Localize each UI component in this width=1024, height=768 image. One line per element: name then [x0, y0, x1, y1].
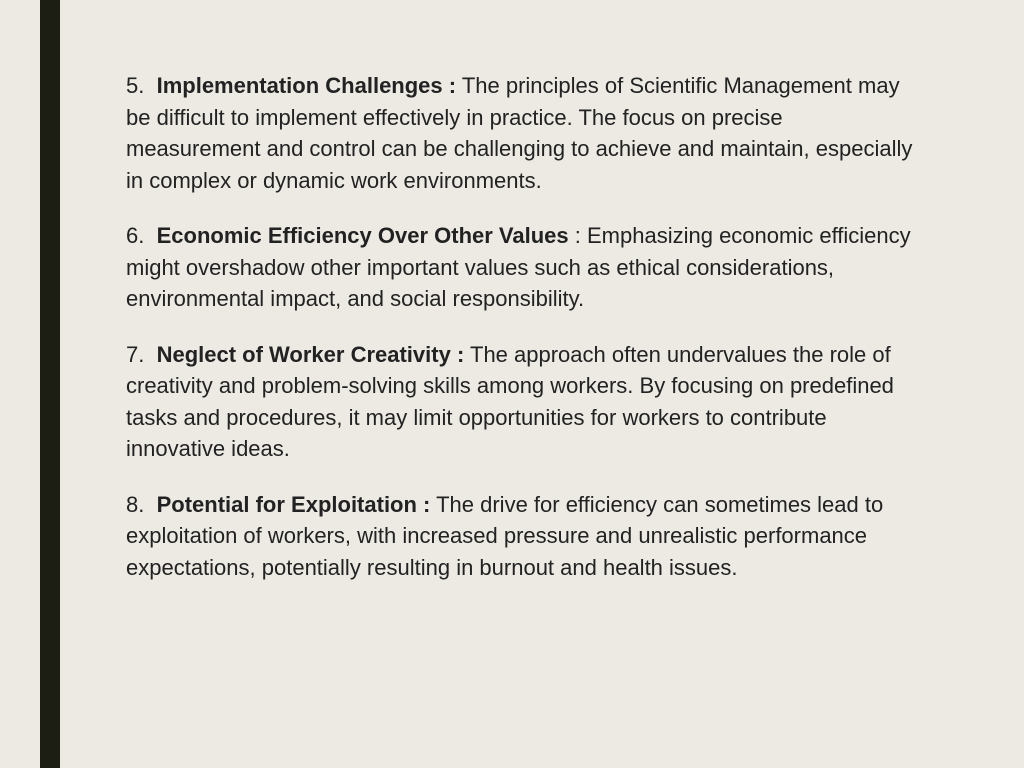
point-text: The approach often undervalues the role of creativity and problem-solving skills among workers. By focusing on predefined tasks and procedures, it may limit opportunities for workers to contribute innovative ideas. — [126, 341, 894, 461]
point-text: The drive for efficiency can sometimes lead to exploitation of workers, with increased pressure and unrealistic performance expectations, potentially resulting in burnout and health issues. — [126, 491, 884, 580]
point-text: : Emphasizing economic efficiency might overshadow other important values such as ethical considerations, environmental impact, and social responsibility. — [126, 223, 911, 311]
point-heading: Potential for Exploitation : — [156, 491, 431, 517]
point-text: The principles of Scientific Management may be difficult to implement effectively in practice. The focus on precise measurement and control can be challenging to achieve and maintain, especially in complex or dynamic work environments. — [126, 73, 913, 193]
point-number: 8. — [126, 491, 145, 517]
point-heading: Implementation Challenges : — [156, 73, 457, 98]
point-number: 7. — [126, 341, 145, 367]
slide-content — [126, 70, 916, 607]
point-number: 5. — [126, 73, 145, 98]
left-accent-bar — [40, 0, 60, 768]
point-7 — [126, 339, 916, 465]
point-8 — [126, 489, 916, 584]
point-number: 6. — [126, 223, 145, 248]
point-heading: Neglect of Worker Creativity : — [156, 341, 465, 367]
point-heading: Economic Efficiency Over Other Values — [156, 223, 569, 248]
point-5 — [126, 70, 916, 196]
point-6 — [126, 220, 916, 315]
